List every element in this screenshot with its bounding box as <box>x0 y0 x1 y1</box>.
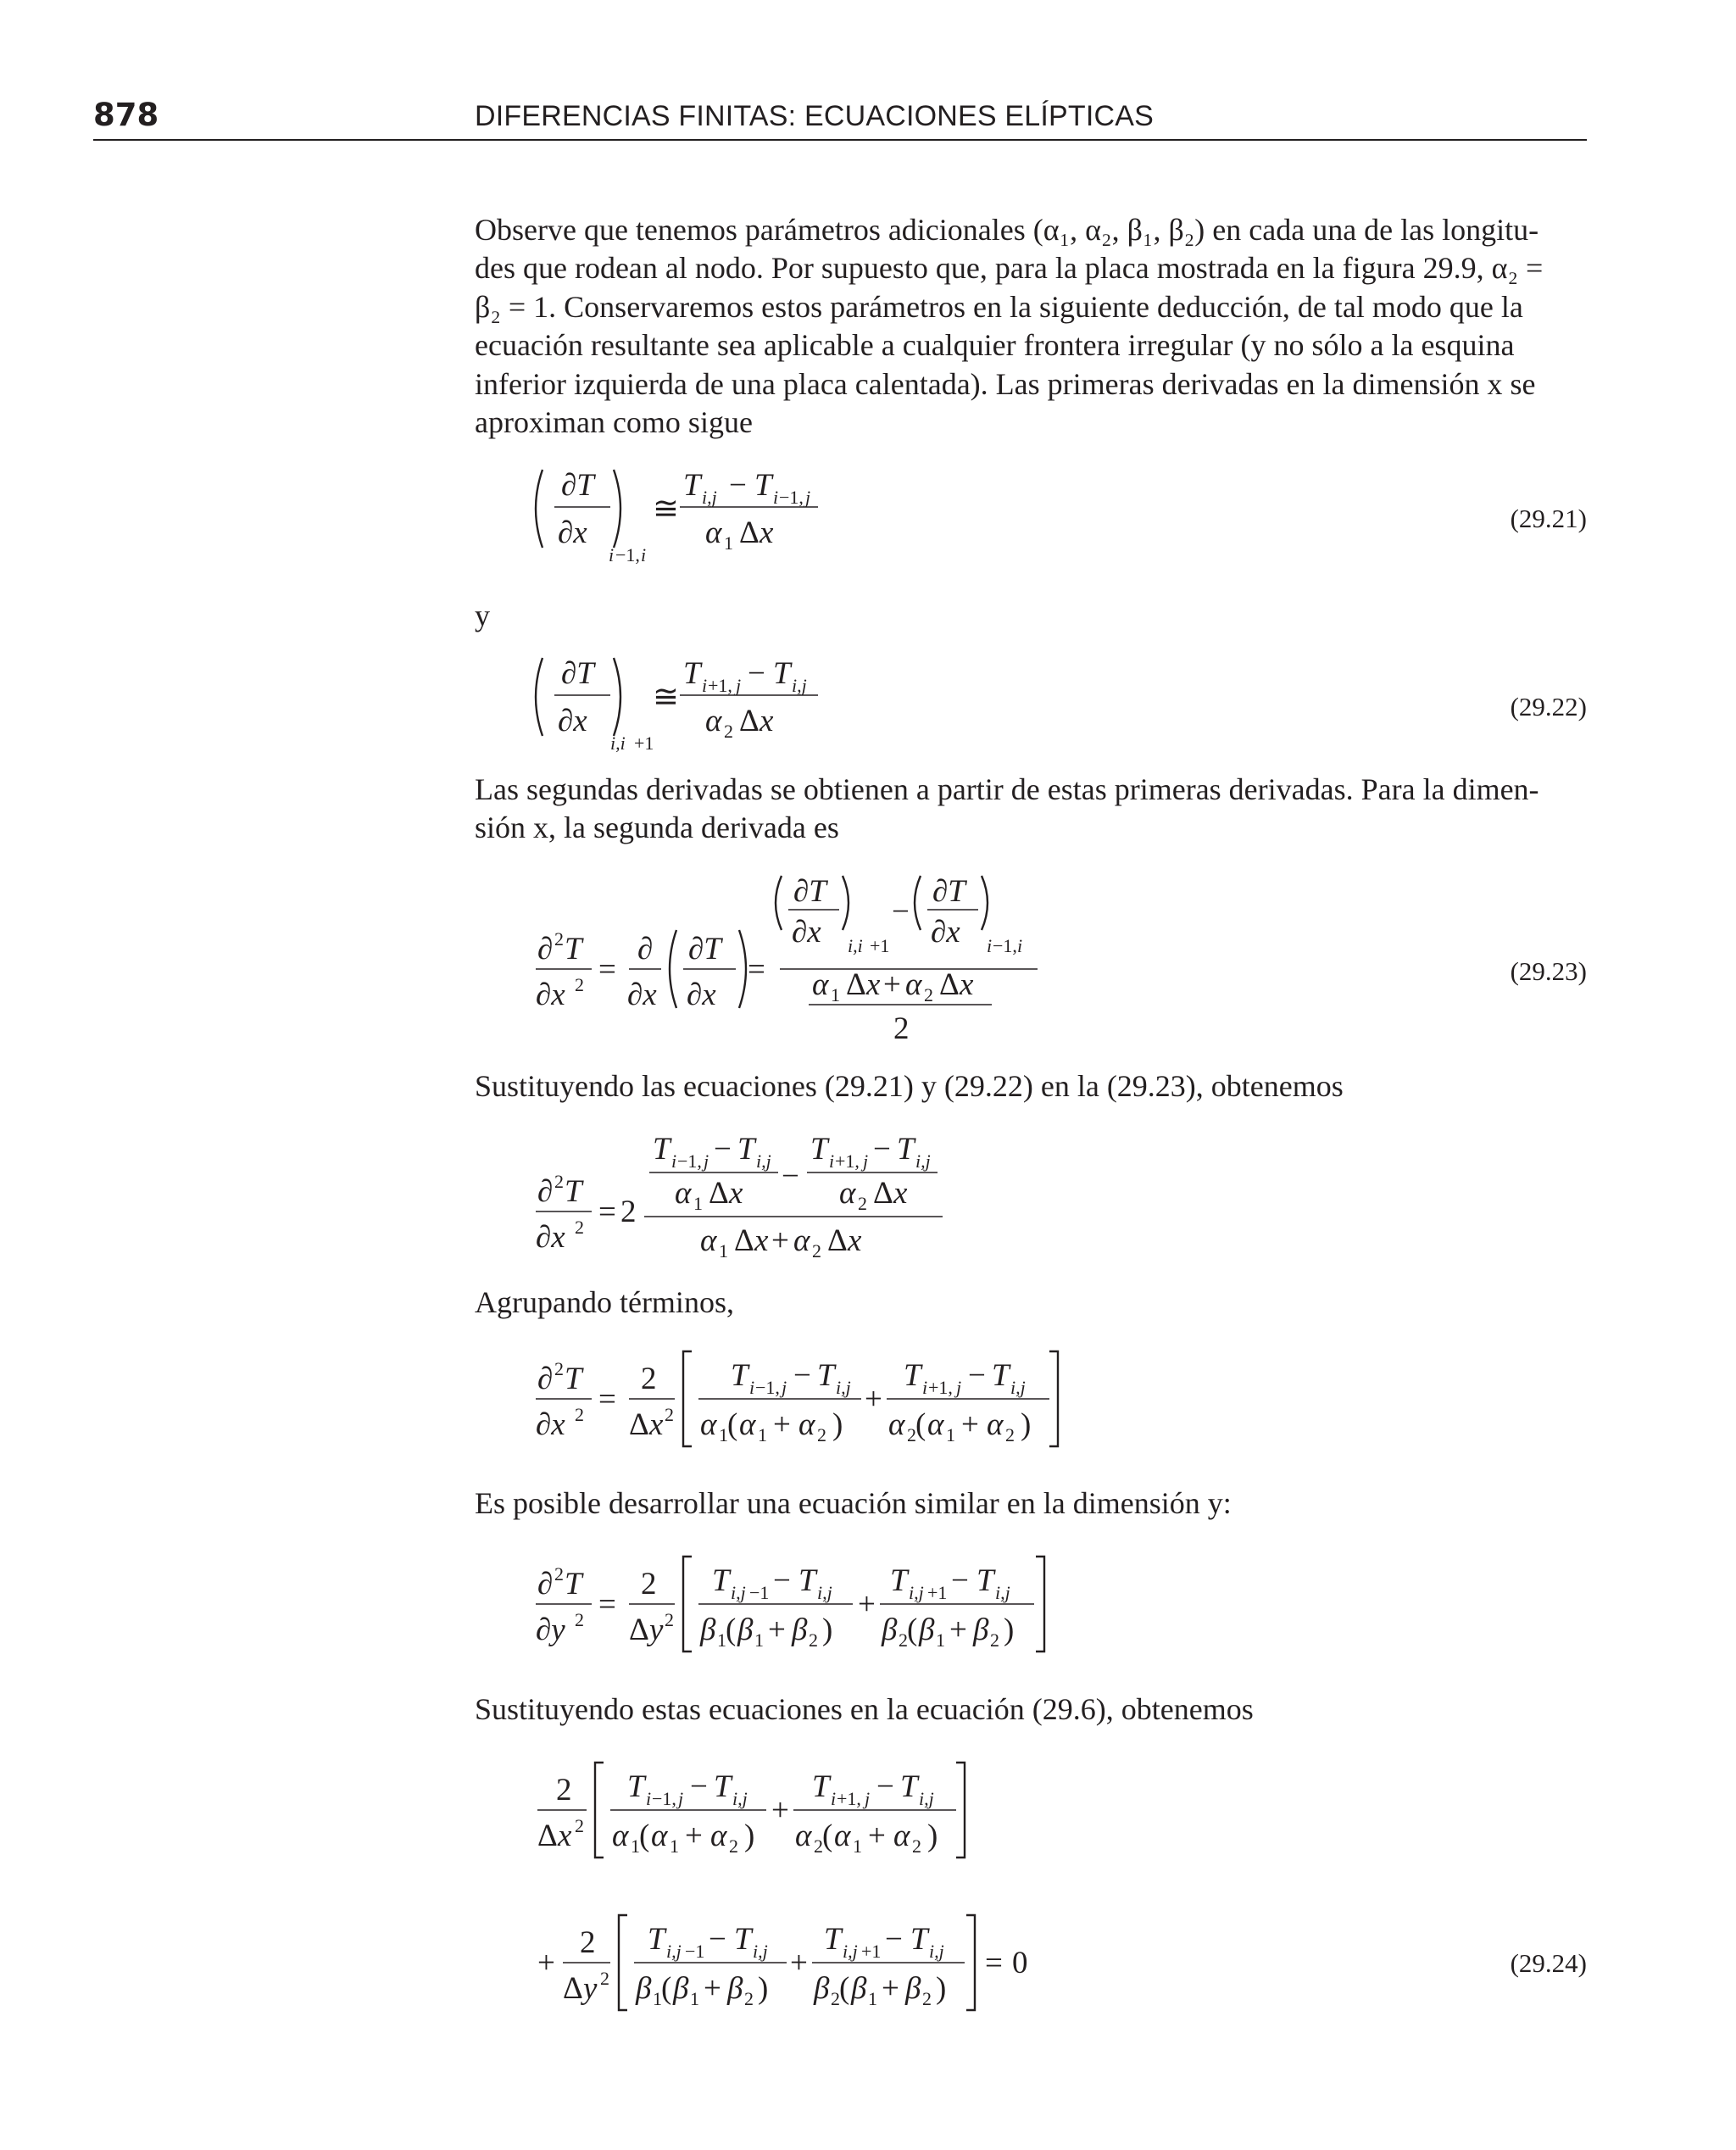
svg-text:i: i <box>829 1150 835 1172</box>
svg-text:T: T <box>627 1769 645 1804</box>
svg-text:−1: −1 <box>685 1941 705 1962</box>
svg-text:2: 2 <box>922 1988 932 2009</box>
svg-text:j: j <box>865 1788 871 1809</box>
svg-text:α: α <box>795 1819 812 1853</box>
svg-text:−: − <box>690 1769 708 1804</box>
svg-text:j: j <box>704 1150 709 1172</box>
svg-text:i: i <box>831 1788 837 1809</box>
svg-text:2: 2 <box>809 1629 818 1651</box>
svg-text:∂T: ∂T <box>561 468 594 503</box>
svg-text:i,j: i,j <box>702 487 717 508</box>
svg-text:−: − <box>876 1769 894 1804</box>
running-title: DIFERENCIAS FINITAS: ECUACIONES ELÍPTICAS <box>475 100 1155 132</box>
svg-text:β: β <box>814 1971 830 2006</box>
svg-text:α: α <box>893 1819 910 1853</box>
svg-text:T: T <box>812 1769 830 1804</box>
text-line: Es posible desarrollar una ecuación similar en la dimensión y: <box>475 1486 1232 1520</box>
equation-29-23 <box>526 869 1051 1047</box>
equation-number: (29.24) <box>1510 1948 1587 1978</box>
svg-text:2: 2 <box>554 928 564 950</box>
svg-text:α: α <box>612 1819 629 1853</box>
svg-text:+: + <box>537 1946 555 1980</box>
svg-text:=: = <box>598 1382 616 1417</box>
equation-29-24-line-1 <box>526 1759 1000 1869</box>
svg-text:∂T: ∂T <box>932 874 965 909</box>
svg-text:+: + <box>771 1793 789 1828</box>
text-line: ecuación resultante sea aplicable a cualquier frontera irregular (y no sólo a la esquina <box>475 328 1515 362</box>
svg-text:−: − <box>793 1358 811 1393</box>
svg-text:−: − <box>729 468 747 503</box>
svg-text:β: β <box>673 1971 689 2006</box>
svg-text:T: T <box>683 468 701 503</box>
svg-text:): ) <box>744 1819 755 1853</box>
svg-text:−: − <box>873 1132 891 1167</box>
svg-text:+1,: +1, <box>928 1377 953 1398</box>
svg-text:+: + <box>949 1612 967 1647</box>
text-line: Observe que tenemos parámetros adicionales (α₁, α₂, β₁, β₂) en cada una de las longitu- <box>475 213 1539 247</box>
svg-text:i,j: i,j <box>732 1788 748 1809</box>
svg-text:+1: +1 <box>861 1941 882 1962</box>
svg-text:2: 2 <box>665 1609 674 1630</box>
svg-text:T: T <box>798 1563 816 1598</box>
svg-text:): ) <box>832 1407 843 1442</box>
svg-text:T: T <box>565 932 582 966</box>
svg-text:i,j: i,j <box>909 1582 924 1603</box>
svg-text:−1,: −1, <box>652 1788 676 1809</box>
svg-text:(: ( <box>822 1819 833 1853</box>
svg-text:+1: +1 <box>927 1582 948 1603</box>
svg-text:T: T <box>817 1358 835 1393</box>
svg-text:2: 2 <box>1005 1424 1015 1445</box>
svg-text:α: α <box>700 1407 717 1442</box>
svg-text:T: T <box>810 1132 828 1167</box>
svg-text:): ) <box>758 1971 769 2006</box>
svg-text:β: β <box>792 1612 808 1647</box>
svg-text:∂x: ∂x <box>536 1220 565 1255</box>
svg-text:−: − <box>968 1358 986 1393</box>
svg-text:2: 2 <box>641 1567 657 1601</box>
svg-text:T: T <box>773 656 791 691</box>
text-line: Agrupando términos, <box>475 1285 734 1319</box>
svg-text:=: = <box>598 952 616 987</box>
svg-text:−: − <box>709 1922 726 1957</box>
svg-text:(: ( <box>639 1819 650 1853</box>
text-line: aproximan como sigue <box>475 405 753 439</box>
svg-text:β: β <box>700 1612 716 1647</box>
svg-text:+1: +1 <box>870 935 890 956</box>
svg-text:2: 2 <box>575 1609 584 1630</box>
svg-text:i,i: i,i <box>610 732 626 754</box>
svg-text:1: 1 <box>758 1424 767 1445</box>
svg-text:α: α <box>927 1407 944 1442</box>
svg-text:2: 2 <box>575 1404 584 1425</box>
svg-text:∂x: ∂x <box>687 978 716 1012</box>
svg-text:x: x <box>754 1223 769 1258</box>
equation-number: (29.21) <box>1510 504 1587 533</box>
svg-text:i: i <box>1017 935 1023 956</box>
svg-text:T: T <box>648 1922 665 1957</box>
svg-text:−: − <box>773 1563 791 1598</box>
equation-number: (29.23) <box>1510 956 1587 986</box>
svg-text:∂T: ∂T <box>561 656 594 691</box>
svg-text:(: ( <box>839 1971 850 2006</box>
svg-text:i: i <box>702 675 708 696</box>
svg-text:2: 2 <box>554 1563 564 1585</box>
svg-text:j: j <box>782 1377 787 1398</box>
svg-text:2: 2 <box>665 1404 674 1425</box>
svg-text:Δ: Δ <box>734 1223 754 1258</box>
svg-text:1: 1 <box>936 1629 945 1651</box>
svg-text:2: 2 <box>912 1835 921 1857</box>
svg-text:T: T <box>754 468 772 503</box>
svg-text:1: 1 <box>717 1629 726 1651</box>
svg-text:T: T <box>904 1358 921 1393</box>
svg-text:+: + <box>961 1407 979 1442</box>
equation-29-22 <box>526 646 882 756</box>
text-line: sión x, la segunda derivada es <box>475 810 839 844</box>
svg-text:i: i <box>987 935 993 956</box>
svg-text:+: + <box>790 1946 808 1980</box>
svg-text:2: 2 <box>858 1193 867 1214</box>
svg-text:2: 2 <box>641 1362 657 1396</box>
svg-text:T: T <box>734 1922 752 1957</box>
svg-text:∂x: ∂x <box>627 978 657 1012</box>
svg-text:∂x: ∂x <box>792 915 821 950</box>
svg-text:+: + <box>868 1819 886 1853</box>
svg-text:α: α <box>651 1819 668 1853</box>
text-line: Sustituyendo las ecuaciones (29.21) y (29.22) en la (29.23), obtenemos <box>475 1069 1344 1103</box>
equation-number: (29.22) <box>1510 692 1587 721</box>
svg-text:T: T <box>992 1358 1010 1393</box>
svg-text:y: y <box>649 1612 664 1647</box>
svg-text:2: 2 <box>554 1358 564 1379</box>
svg-text:−: − <box>748 656 765 691</box>
svg-text:=: = <box>598 1195 616 1229</box>
svg-text:2: 2 <box>600 1968 609 1989</box>
svg-text:2: 2 <box>899 1629 908 1651</box>
svg-text:+: + <box>771 1223 789 1258</box>
svg-text:): ) <box>1004 1612 1015 1647</box>
svg-text:∂x: ∂x <box>558 704 587 738</box>
svg-text:+: + <box>768 1612 786 1647</box>
svg-text:−: − <box>892 894 910 929</box>
text-line: Las segundas derivadas se obtienen a partir de estas primeras derivadas. Para la dimen- <box>475 772 1539 806</box>
svg-text:∂: ∂ <box>537 1362 554 1396</box>
svg-text:β: β <box>727 1971 743 2006</box>
svg-text:i,j: i,j <box>995 1582 1010 1603</box>
svg-text:2: 2 <box>575 974 584 995</box>
svg-text:∂T: ∂T <box>793 874 826 909</box>
svg-text:=: = <box>748 952 765 987</box>
svg-text:β: β <box>636 1971 652 2006</box>
svg-text:i: i <box>646 1788 652 1809</box>
svg-text:y: y <box>583 1971 598 2006</box>
svg-text:1: 1 <box>724 532 733 554</box>
svg-text:i,j: i,j <box>836 1377 851 1398</box>
svg-text:β: β <box>737 1612 754 1647</box>
svg-text:2: 2 <box>575 1217 584 1238</box>
svg-text:+: + <box>858 1587 876 1622</box>
page-number: 878 <box>93 97 159 133</box>
svg-text:x: x <box>893 1176 908 1211</box>
svg-text:T: T <box>653 1132 670 1167</box>
svg-text:i: i <box>641 544 647 565</box>
svg-text:2: 2 <box>724 721 733 742</box>
svg-text:1: 1 <box>946 1424 955 1445</box>
svg-text:+1,: +1, <box>837 1788 861 1809</box>
svg-text:+: + <box>704 1971 721 2006</box>
svg-text:(: ( <box>661 1971 672 2006</box>
svg-text:∂x: ∂x <box>558 515 587 550</box>
svg-text:T: T <box>714 1769 732 1804</box>
svg-text:α: α <box>834 1819 851 1853</box>
svg-text:α: α <box>793 1223 810 1258</box>
svg-text:T: T <box>824 1922 842 1957</box>
svg-text:x: x <box>848 1223 862 1258</box>
svg-text:∂x: ∂x <box>931 915 960 950</box>
svg-text:i: i <box>922 1377 928 1398</box>
svg-text:i,j: i,j <box>756 1150 771 1172</box>
svg-text:Δ: Δ <box>563 1971 583 2006</box>
text-line: des que rodean al nodo. Por supuesto que, para la placa mostrada en la figura 29.9, α₂ = <box>475 251 1544 285</box>
svg-text:1: 1 <box>868 1988 877 2009</box>
svg-text:1: 1 <box>853 1835 862 1857</box>
svg-text:≅: ≅ <box>653 680 680 715</box>
svg-text:j: j <box>956 1377 962 1398</box>
running-header <box>93 95 1587 141</box>
svg-text:+: + <box>773 1407 791 1442</box>
svg-text:1: 1 <box>719 1240 728 1262</box>
svg-text:+: + <box>883 967 901 1002</box>
svg-text:i,j: i,j <box>817 1582 832 1603</box>
svg-text:−: − <box>885 1922 903 1957</box>
svg-text:T: T <box>976 1563 994 1598</box>
svg-text:Δ: Δ <box>629 1612 649 1647</box>
svg-text:β: β <box>973 1612 989 1647</box>
svg-text:2: 2 <box>907 1424 916 1445</box>
svg-text:1: 1 <box>693 1193 703 1214</box>
svg-text:2: 2 <box>556 1773 572 1807</box>
svg-text:j: j <box>678 1788 684 1809</box>
svg-text:=: = <box>598 1587 616 1622</box>
svg-text:2: 2 <box>924 984 933 1005</box>
svg-text:i,j: i,j <box>919 1788 934 1809</box>
svg-text:Δ: Δ <box>629 1407 649 1442</box>
svg-text:∂x: ∂x <box>536 1407 565 1442</box>
svg-text:i,j: i,j <box>929 1941 944 1962</box>
svg-text:β: β <box>905 1971 921 2006</box>
svg-text:+: + <box>685 1819 703 1853</box>
svg-text:0: 0 <box>1012 1946 1028 1980</box>
svg-text:(: ( <box>727 1407 738 1442</box>
svg-text:Δ: Δ <box>739 704 760 738</box>
svg-text:1: 1 <box>831 984 840 1005</box>
svg-text:Δ: Δ <box>939 967 960 1002</box>
svg-text:i,j: i,j <box>1010 1377 1026 1398</box>
svg-text:+: + <box>882 1971 899 2006</box>
svg-text:x: x <box>729 1176 743 1211</box>
svg-text:−: − <box>714 1132 732 1167</box>
svg-text:T: T <box>731 1358 748 1393</box>
svg-text:i,j: i,j <box>666 1941 682 1962</box>
svg-text:(: ( <box>726 1612 737 1647</box>
svg-text:Δ: Δ <box>537 1819 558 1853</box>
svg-text:1: 1 <box>670 1835 679 1857</box>
svg-text:Δ: Δ <box>873 1176 893 1211</box>
svg-text:(: ( <box>915 1407 926 1442</box>
svg-text:+: + <box>865 1382 882 1417</box>
svg-text:α: α <box>705 704 722 738</box>
svg-text:2: 2 <box>990 1629 999 1651</box>
svg-text:−1,: −1, <box>779 487 804 508</box>
svg-text:i,j: i,j <box>915 1150 931 1172</box>
svg-text:∂: ∂ <box>637 932 654 966</box>
svg-text:2: 2 <box>575 1815 584 1836</box>
svg-text:x: x <box>866 967 881 1002</box>
svg-text:2: 2 <box>817 1424 826 1445</box>
svg-text:i,j: i,j <box>731 1582 746 1603</box>
svg-text:j: j <box>805 487 811 508</box>
equation-29-24-line-2 <box>526 1912 1051 2022</box>
svg-text:T: T <box>565 1362 582 1396</box>
svg-text:α: α <box>710 1819 727 1853</box>
svg-text:T: T <box>890 1563 908 1598</box>
svg-text:(: ( <box>907 1612 918 1647</box>
equation-29-21 <box>526 458 882 568</box>
svg-text:): ) <box>1021 1407 1032 1442</box>
connector-word: y <box>475 599 490 632</box>
svg-text:β: β <box>882 1612 898 1647</box>
svg-text:α: α <box>675 1176 692 1211</box>
svg-text:2: 2 <box>580 1925 596 1960</box>
svg-text:T: T <box>900 1769 918 1804</box>
svg-text:2: 2 <box>831 1988 840 2009</box>
svg-text:2: 2 <box>729 1835 738 1857</box>
svg-text:=: = <box>985 1946 1003 1980</box>
svg-text:i,j: i,j <box>753 1941 768 1962</box>
svg-text:2: 2 <box>554 1171 564 1192</box>
svg-text:x: x <box>649 1407 664 1442</box>
svg-text:α: α <box>739 1407 756 1442</box>
svg-text:α: α <box>839 1176 856 1211</box>
svg-text:−1: −1 <box>749 1582 770 1603</box>
svg-text:−1,: −1, <box>615 544 640 565</box>
svg-text:i,j: i,j <box>792 675 807 696</box>
svg-text:x: x <box>558 1819 572 1853</box>
text-line: Sustituyendo estas ecuaciones en la ecuación (29.6), obtenemos <box>475 1692 1254 1726</box>
svg-text:∂T: ∂T <box>688 932 721 966</box>
svg-text:α: α <box>905 967 922 1002</box>
svg-text:j: j <box>736 675 742 696</box>
svg-text:∂: ∂ <box>537 1567 554 1601</box>
svg-text:1: 1 <box>754 1629 764 1651</box>
svg-text:j: j <box>863 1150 869 1172</box>
svg-text:α: α <box>987 1407 1004 1442</box>
svg-text:−1,: −1, <box>755 1377 780 1398</box>
svg-text:T: T <box>565 1567 582 1601</box>
svg-text:T: T <box>565 1174 582 1209</box>
svg-text:β: β <box>919 1612 935 1647</box>
svg-text:T: T <box>897 1132 915 1167</box>
svg-text:x: x <box>760 704 774 738</box>
svg-text:2: 2 <box>812 1240 821 1262</box>
svg-text:α: α <box>705 515 722 550</box>
svg-text:−: − <box>782 1159 799 1194</box>
svg-text:): ) <box>822 1612 833 1647</box>
svg-text:1: 1 <box>631 1835 640 1857</box>
svg-text:): ) <box>936 1971 947 2006</box>
svg-text:x: x <box>760 515 774 550</box>
svg-text:): ) <box>927 1819 938 1853</box>
svg-text:2: 2 <box>893 1011 910 1046</box>
svg-text:2: 2 <box>744 1988 754 2009</box>
svg-text:−: − <box>951 1563 969 1598</box>
svg-text:α: α <box>812 967 829 1002</box>
svg-text:1: 1 <box>690 1988 699 2009</box>
svg-text:x: x <box>960 967 974 1002</box>
svg-text:i,j: i,j <box>843 1941 858 1962</box>
svg-text:i: i <box>749 1377 755 1398</box>
svg-text:1: 1 <box>653 1988 662 2009</box>
svg-text:+1,: +1, <box>708 675 732 696</box>
svg-text:∂x: ∂x <box>536 978 565 1012</box>
svg-text:β: β <box>851 1971 867 2006</box>
svg-text:1: 1 <box>719 1424 728 1445</box>
svg-text:T: T <box>737 1132 755 1167</box>
svg-text:i,i: i,i <box>848 935 863 956</box>
svg-text:∂y: ∂y <box>536 1612 565 1647</box>
text-line: β₂ = 1. Conservaremos estos parámetros en la siguiente deducción, de tal modo que la <box>475 290 1523 324</box>
svg-text:+1: +1 <box>634 732 654 754</box>
svg-text:T: T <box>910 1922 928 1957</box>
text-line: inferior izquierda de una placa calentada). Las primeras derivadas en la dimensión x se <box>475 367 1536 401</box>
svg-text:α: α <box>798 1407 815 1442</box>
svg-text:i: i <box>773 487 779 508</box>
svg-text:2: 2 <box>814 1835 823 1857</box>
svg-text:≅: ≅ <box>653 492 680 526</box>
equation-grouped-y <box>526 1553 1068 1663</box>
svg-text:∂: ∂ <box>537 932 554 966</box>
svg-text:Δ: Δ <box>709 1176 729 1211</box>
svg-text:i: i <box>671 1150 677 1172</box>
svg-text:−1,: −1, <box>993 935 1017 956</box>
svg-text:α: α <box>888 1407 905 1442</box>
svg-text:+1,: +1, <box>835 1150 860 1172</box>
svg-text:α: α <box>700 1223 717 1258</box>
svg-text:Δ: Δ <box>827 1223 848 1258</box>
svg-text:−1,: −1, <box>677 1150 702 1172</box>
svg-text:Δ: Δ <box>739 515 760 550</box>
svg-text:Δ: Δ <box>846 967 866 1002</box>
equation-substituted <box>526 1123 966 1263</box>
svg-text:∂: ∂ <box>537 1174 554 1209</box>
svg-text:2: 2 <box>620 1195 637 1229</box>
equation-grouped-x <box>526 1348 1068 1458</box>
svg-text:T: T <box>712 1563 730 1598</box>
svg-text:T: T <box>683 656 701 691</box>
svg-text:i: i <box>609 544 615 565</box>
